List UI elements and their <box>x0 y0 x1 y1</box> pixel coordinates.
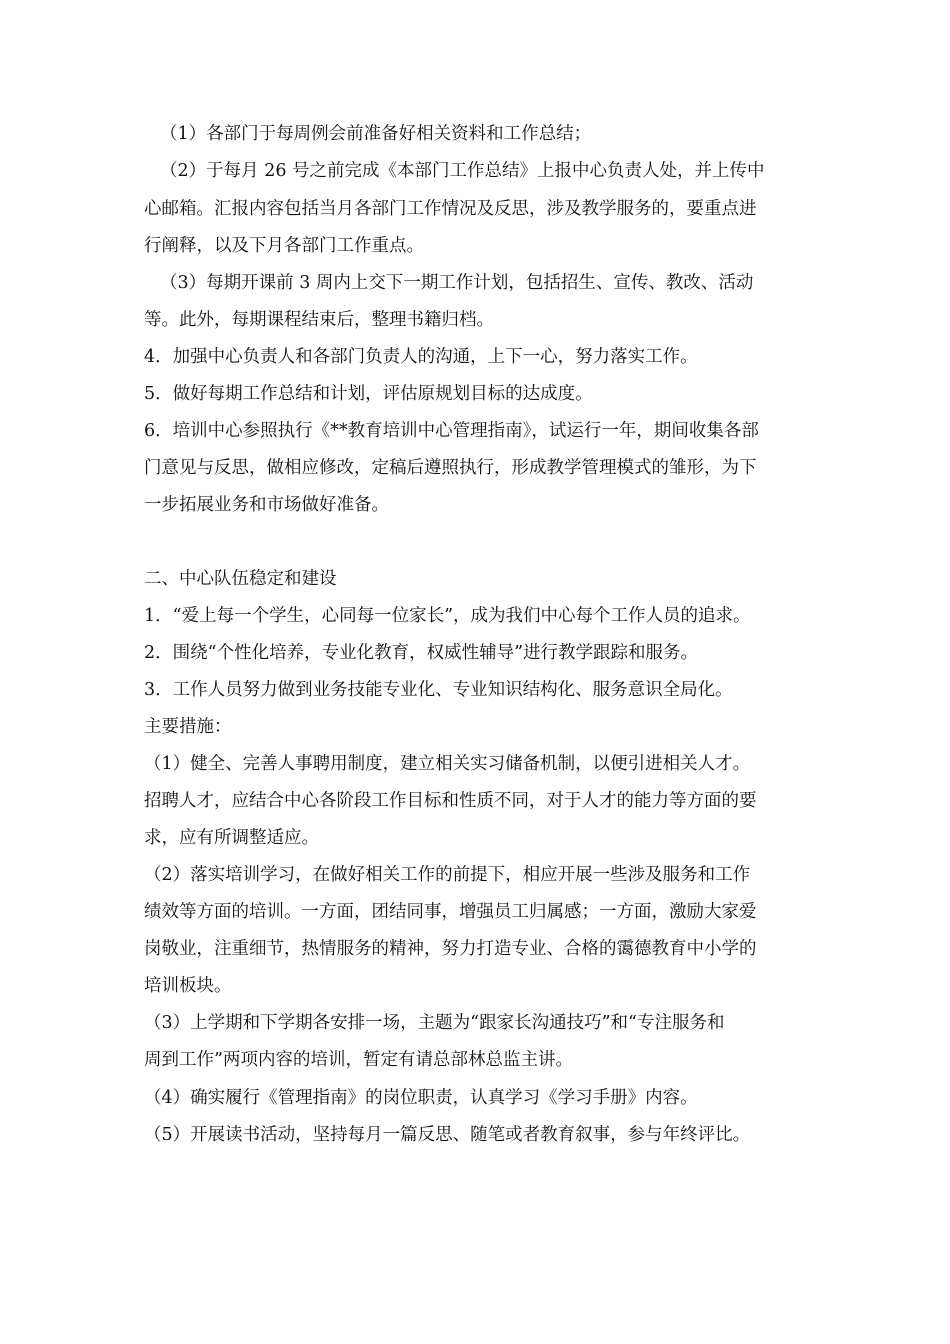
list-item-line: 5．做好每期工作总结和计划，评估原规划目标的达成度。 <box>144 384 593 404</box>
list-item-line: 4．加强中心负责人和各部门负责人的沟通，上下一心，努力落实工作。 <box>144 347 698 367</box>
paragraph-line: （3）每期开课前 3 周内上交下一期工作计划，包括招生、宣传、教改、活动 <box>160 273 754 293</box>
paragraph-line: 等。此外，每期课程结束后，整理书籍归档。 <box>144 310 494 330</box>
paragraph-line: 岗敬业，注重细节，热情服务的精神，努力打造专业、合格的霭德教育中小学的 <box>144 939 757 959</box>
section-heading: 二、中心队伍稳定和建设 <box>144 569 337 589</box>
list-item-line: 1．“爱上每一个学生，心同每一位家长”，成为我们中心每个工作人员的追求。 <box>144 606 751 626</box>
paragraph-line: 招聘人才，应结合中心各阶段工作目标和性质不同，对于人才的能力等方面的要 <box>144 791 757 811</box>
paragraph-line: （1）健全、完善人事聘用制度，建立相关实习储备机制，以便引进相关人才。 <box>144 754 751 774</box>
subheading-line: 主要措施： <box>144 717 232 737</box>
paragraph-line: 心邮箱。汇报内容包括当月各部门工作情况及反思，涉及教学服务的，要重点进 <box>144 199 757 219</box>
paragraph-line: （1）各部门于每周例会前准备好相关资料和工作总结； <box>160 124 592 144</box>
paragraph-line: 培训板块。 <box>144 976 232 996</box>
paragraph-line: （2）于每月 26 号之前完成《本部门工作总结》上报中心负责人处，并上传中 <box>160 161 765 181</box>
paragraph-line: （2）落实培训学习，在做好相关工作的前提下，相应开展一些涉及服务和工作 <box>144 865 751 885</box>
paragraph-line: 门意见与反思，做相应修改，定稿后遵照执行，形成教学管理模式的雏形，为下 <box>144 458 757 478</box>
list-item-line: 6．培训中心参照执行《**教育培训中心管理指南》，试运行一年，期间收集各部 <box>144 421 759 441</box>
paragraph-line: 绩效等方面的培训。一方面，团结同事，增强员工归属感；一方面，激励大家爱 <box>144 902 757 922</box>
paragraph-line: （3）上学期和下学期各安排一场，主题为“跟家长沟通技巧”和“专注服务和 <box>144 1013 725 1033</box>
paragraph-line: 周到工作”两项内容的培训，暂定有请总部林总监主讲。 <box>144 1050 573 1070</box>
list-item-line: 2．围绕“个性化培养，专业化教育，权威性辅导”进行教学跟踪和服务。 <box>144 643 699 663</box>
paragraph-line: 一步拓展业务和市场做好准备。 <box>144 495 389 515</box>
paragraph-line: 求，应有所调整适应。 <box>144 828 319 848</box>
paragraph-line: （5）开展读书活动，坚持每月一篇反思、随笔或者教育叙事，参与年终评比。 <box>144 1125 751 1145</box>
paragraph-line: 行阐释，以及下月各部门工作重点。 <box>144 236 424 256</box>
list-item-line: 3．工作人员努力做到业务技能专业化、专业知识结构化、服务意识全局化。 <box>144 680 733 700</box>
paragraph-line: （4）确实履行《管理指南》的岗位职责，认真学习《学习手册》内容。 <box>144 1088 698 1108</box>
